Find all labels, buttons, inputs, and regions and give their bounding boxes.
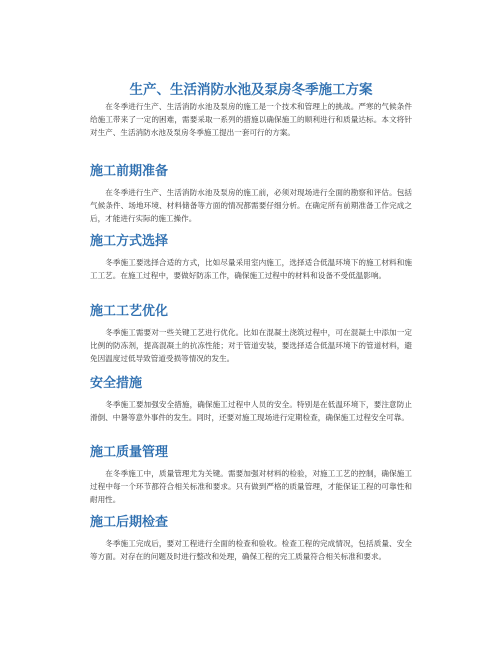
- section-heading: 施工方式选择: [90, 234, 169, 249]
- section-heading: 施工前期准备: [90, 164, 169, 179]
- intro-paragraph: 在冬季进行生产、生活消防水池及泵房的施工是一个技术和管理上的挑战。严寒的气候条件给施工带来了一定的困难，需要采取一系列的措施以确保施工的顺利进行和质量达标。本文将针对生产、生活消防水池及泵房冬季施工提出一套可行的方案。: [90, 102, 412, 138]
- section-body: 在冬季施工中，质量管理尤为关键。需要加强对材料的检验，对施工工艺的控制，确保施工过程中每一个环节都符合相关标准和要求。只有做到严格的质量管理，才能保证工程的可靠性和耐用性。: [90, 469, 412, 505]
- section-body: 冬季施工完成后，要对工程进行全面的检查和验收。检查工程的完成情况，包括质量、安全等方面。对存在的问题及时进行整改和处理，确保工程的完工质量符合相关标准和要求。: [90, 539, 412, 562]
- section-heading: 施工后期检查: [90, 515, 169, 530]
- section-heading: 施工工艺优化: [90, 304, 169, 319]
- section-body: 冬季施工要加强安全措施，确保施工过程中人员的安全。特别是在低温环境下，要注意防止滑倒、中暑等意外事件的发生。同时，还要对施工现场进行定期检查，确保施工过程安全可靠。: [90, 400, 412, 423]
- section-heading: 施工质量管理: [90, 445, 169, 460]
- section-body: 冬季施工需要对一些关键工艺进行优化。比如在混凝土浇筑过程中，可在混凝土中添加一定比例的防冻剂，提高混凝土的抗冻性能；对于管道安装，要选择适合低温环境下的管道材料，避免因温度过低导致管道受损等情况的发生。: [90, 328, 412, 364]
- section-inspection: [90, 515, 412, 563]
- intro-block: [90, 100, 412, 140]
- section-quality: [90, 445, 412, 507]
- section-method: [90, 234, 412, 282]
- section-heading: 安全措施: [90, 376, 143, 391]
- section-body: 冬季施工要选择合适的方式，比如尽量采用室内施工，选择适合低温环境下的施工材料和施工工艺。在施工过程中，要做好防冻工作，确保施工过程中的材料和设备不受低温影响。: [90, 258, 412, 281]
- section-safety: [90, 376, 412, 424]
- section-body: 在冬季进行生产、生活消防水池及泵房的施工前，必须对现场进行全面的勘察和评估。包括气候条件、场地环境、材料储备等方面的情况都需要仔细分析。在确定所有前期准备工作完成之后，才能进行实际的施工操作。: [90, 188, 412, 224]
- section-preparation: [90, 164, 412, 226]
- document-title: 生产、生活消防水池及泵房冬季施工方案: [129, 82, 373, 98]
- section-process: [90, 304, 412, 366]
